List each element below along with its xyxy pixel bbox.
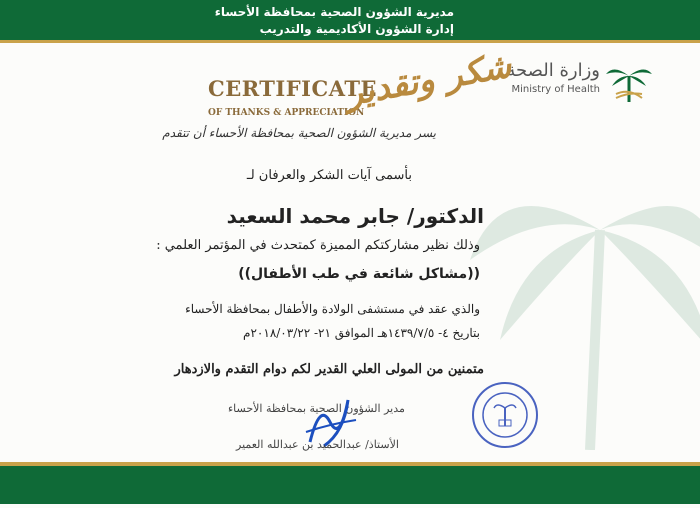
ministry-name-arabic: وزارة الصحة [506, 60, 600, 81]
thanks-title-arabic: شكر وتقدير [342, 45, 515, 115]
palm-tree-logo-icon [604, 58, 654, 104]
certificate-subtitle: OF THANKS & APPRECIATION [208, 108, 365, 118]
intro-text: يسر مديرية الشؤون الصحية بمحافظة الأحساء أن تتقدم [162, 126, 436, 140]
ministry-name-english: Ministry of Health [511, 84, 600, 95]
date-text: بتاريخ ٤- ١٤٣٩/٧/٥هـ الموافق ٢١- ٢٠١٨/٠٣/٢٢م [243, 326, 480, 340]
department-line-2: إدارة الشؤون الأكاديمية والتدريب [259, 22, 454, 36]
department-line-1: مديرية الشؤون الصحية بمحافظة الأحساء [214, 5, 454, 19]
official-stamp-icon [470, 380, 540, 450]
ministry-logo [490, 56, 660, 108]
venue-text: والذي عقد في مستشفى الولادة والأطفال بمحافظة الأحساء [185, 302, 480, 316]
participation-text: وذلك نظير مشاركتكم المميزة كمتحدث في المؤتمر العلمي : [156, 238, 480, 253]
certificate-title: CERTIFICATE [208, 76, 377, 101]
header-divider [0, 40, 700, 43]
signatory-name: الأستاذ/ عبدالحميد بن عبدالله العمير [236, 438, 399, 451]
signatory-title: مدير الشؤون الصحية بمحافظة الأحساء [228, 402, 405, 415]
greeting-text: بأسمى آيات الشكر والعرفان لـ [246, 168, 412, 183]
footer-band [0, 466, 700, 504]
recipient-name: الدكتور/ جابر محمد السعيد [226, 204, 484, 228]
conference-topic: ((مشاكل شائعة في طب الأطفال)) [238, 266, 480, 282]
closing-wish: متمنين من المولى العلي القدير لكم دوام التقدم والازدهار [174, 362, 484, 377]
